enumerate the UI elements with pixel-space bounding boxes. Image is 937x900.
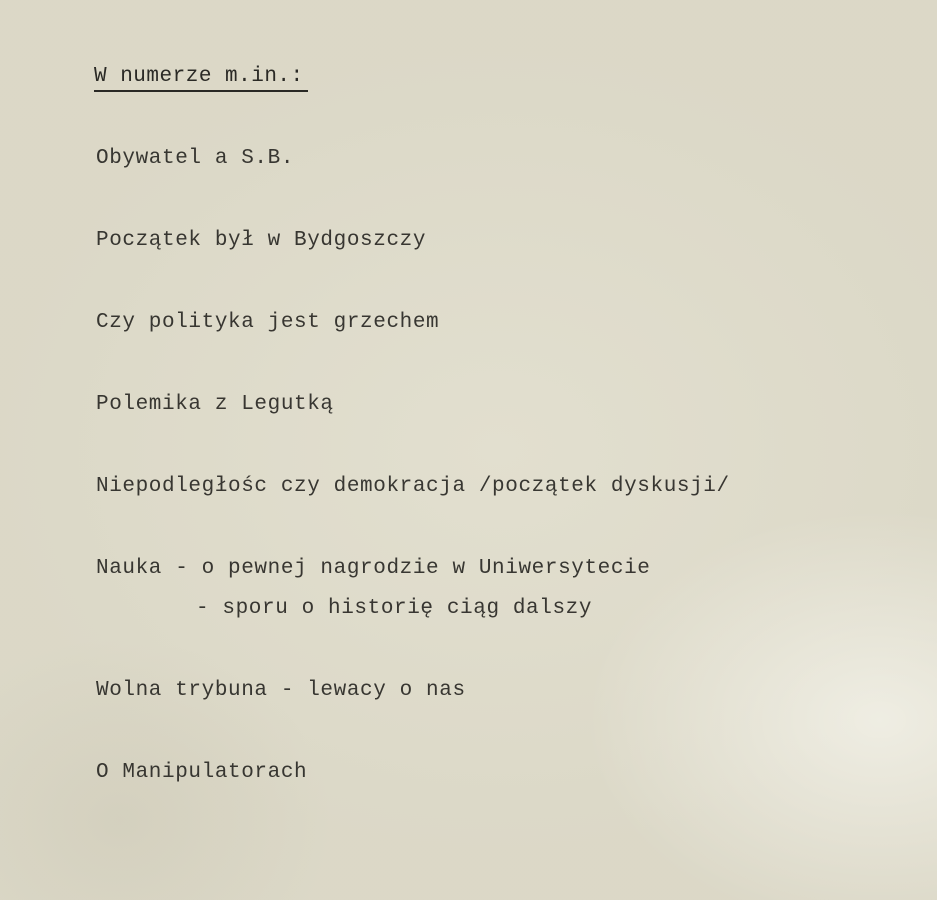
entry-polemika: Polemika z Legutką bbox=[96, 393, 334, 416]
entry-polityka: Czy polityka jest grzechem bbox=[96, 311, 440, 334]
entry-obywatel: Obywatel a S.B. bbox=[96, 147, 295, 170]
entry-manipulatorach: O Manipulatorach bbox=[96, 761, 308, 784]
entry-niepodleglosc: Niepodległośc czy demokracja /początek dyskusji/ bbox=[96, 475, 730, 498]
contents-heading: W numerze m.in.: bbox=[94, 64, 308, 92]
entry-nauka-continuation: - sporu o historię ciąg dalszy bbox=[196, 597, 593, 620]
entry-nauka: Nauka - o pewnej nagrodzie w Uniwersytecie bbox=[96, 557, 651, 580]
entry-wolna-trybuna: Wolna trybuna - lewacy o nas bbox=[96, 679, 466, 702]
entry-bydgoszcz: Początek był w Bydgoszczy bbox=[96, 229, 427, 252]
